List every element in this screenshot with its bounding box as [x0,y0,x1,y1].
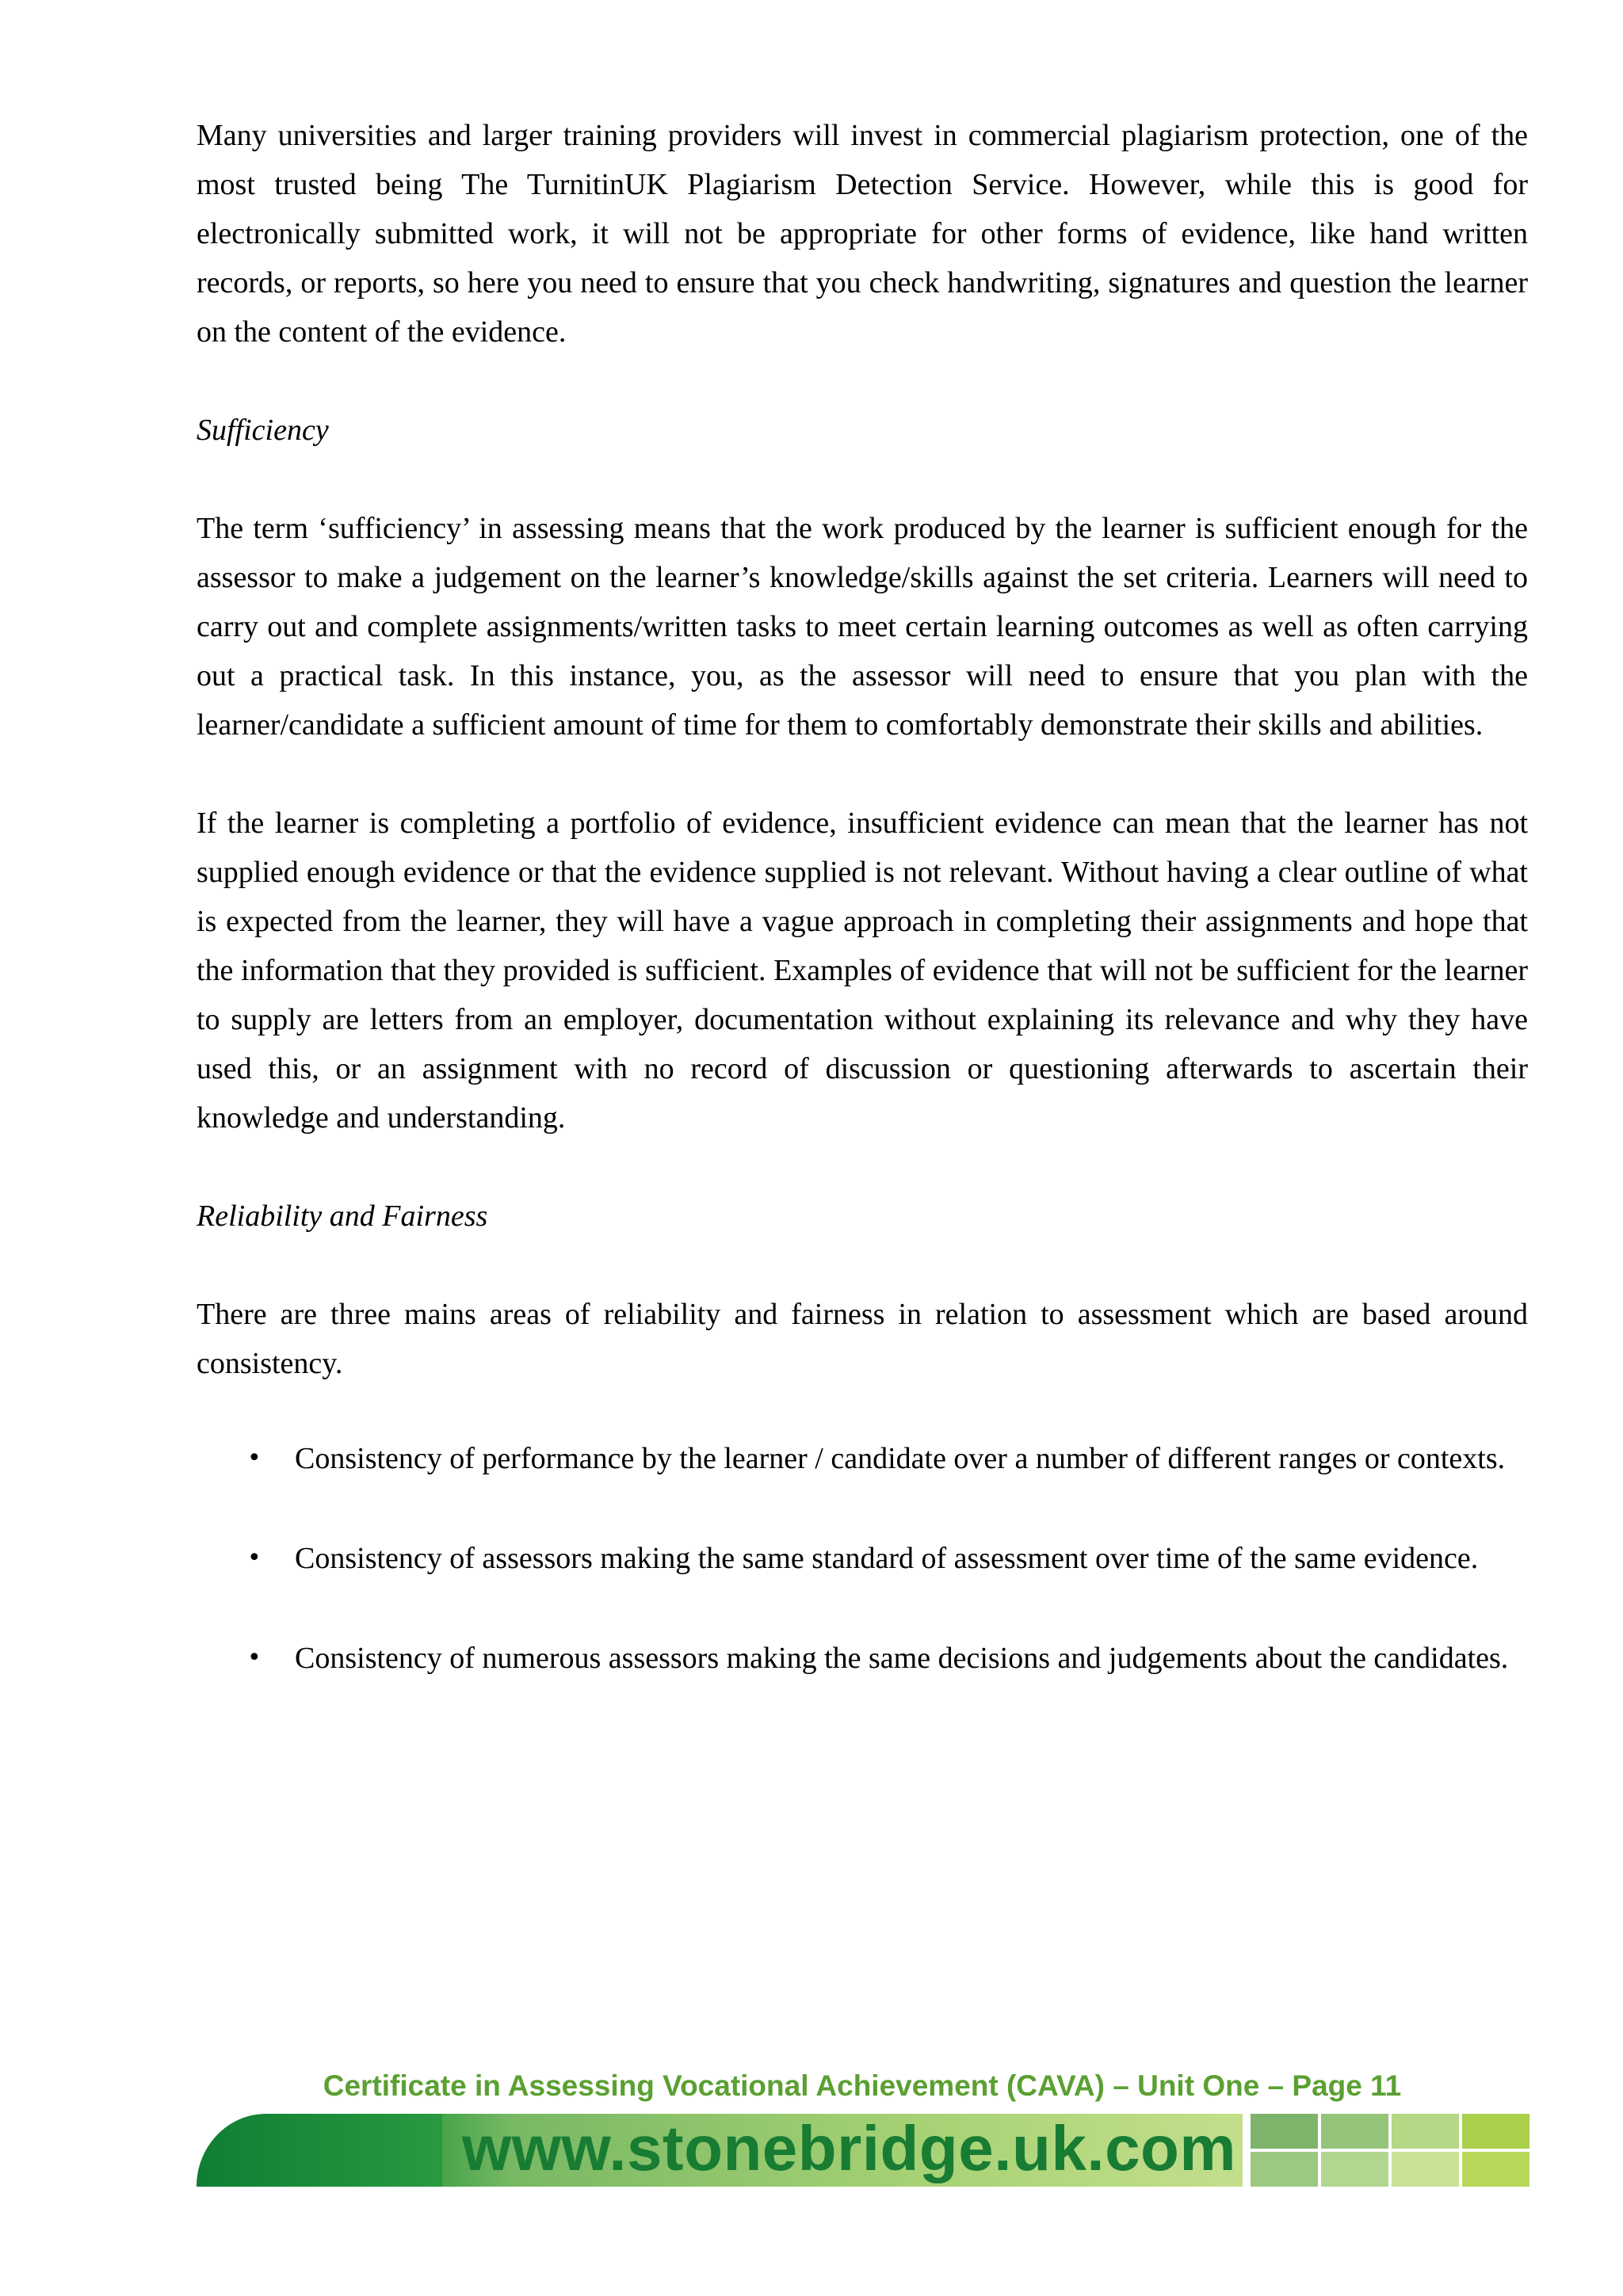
list-item-text: Consistency of performance by the learner / candidate over a number of different ranges or contexts. [295,1442,1506,1475]
list-item [197,1534,1528,1583]
paragraph-sufficiency-definition: The term ‘sufficiency’ in assessing means that the work produced by the learner is sufficient enough for the assessor to make a judgement on the learner’s knowledge/skills against the set criteria. Learners will need to carry out and complete assignments/written tasks to meet certain learning outcomes as well as often carrying out a practical task. In this instance, you, as the assessor will need to ensure that you plan with the learner/candidate a sufficient amount of time for them to comfortably demonstrate their skills and abilities. [197,512,1528,742]
consistency-list [197,1434,1528,1683]
footer-banner [197,2114,1529,2187]
bullet-icon: • [247,1644,262,1672]
paragraph-reliability-intro: There are three mains areas of reliability and fairness in relation to assessment which are based around consistency. [197,1298,1528,1380]
bullet-icon: • [247,1544,262,1572]
heading-reliability-fairness: Reliability and Fairness [197,1199,488,1233]
footer-website-link[interactable]: www.stonebridge.uk.com [462,2113,1237,2183]
paragraph-plagiarism: Many universities and larger training providers will invest in commercial plagiarism protection, one of the most trusted being The TurnitinUK Plagiarism Detection Service. However, while this is good for electronically submitted work, it will not be appropriate for other forms of evidence, like hand written records, or reports, so here you need to ensure that you check handwriting, signatures and question the learner on the content of the evidence. [197,119,1528,349]
footer-title: Certificate in Assessing Vocational Achievement (CAVA) – Unit One – Page 11 [323,2069,1402,2102]
footer-tile [1462,2114,1529,2149]
list-item [197,1434,1528,1483]
footer-tile [1251,2152,1318,2187]
footer-tile [1321,2114,1388,2149]
paragraph-insufficient-evidence: If the learner is completing a portfolio of evidence, insufficient evidence can mean that the learner has not supplied enough evidence or that the evidence supplied is not relevant. Without having a clear outline of what is expected from the learner, they will have a vague approach in completing their assignments and hope that the information that they provided is sufficient. Examples of evidence that will not be sufficient for the learner to supply are letters from an employer, documentation without explaining its relevance and why they have used this, or an assignment with no record of discussion or questioning afterwards to ascertain their knowledge and understanding. [197,807,1528,1135]
footer-banner-dark-segment [197,2114,442,2187]
heading-sufficiency: Sufficiency [197,414,329,447]
list-item-text: Consistency of numerous assessors making the same decisions and judgements about the candidates. [295,1642,1509,1675]
footer-tile [1392,2114,1459,2149]
list-item [197,1634,1528,1683]
footer-tile-grid [1251,2114,1529,2187]
footer-tile [1321,2152,1388,2187]
list-item-text: Consistency of assessors making the same standard of assessment over time of the same evidence. [295,1542,1479,1575]
bullet-icon: • [247,1444,262,1472]
footer-tile [1251,2114,1318,2149]
document-body [197,111,1528,1733]
footer-tile [1462,2152,1529,2187]
footer-tile [1392,2152,1459,2187]
